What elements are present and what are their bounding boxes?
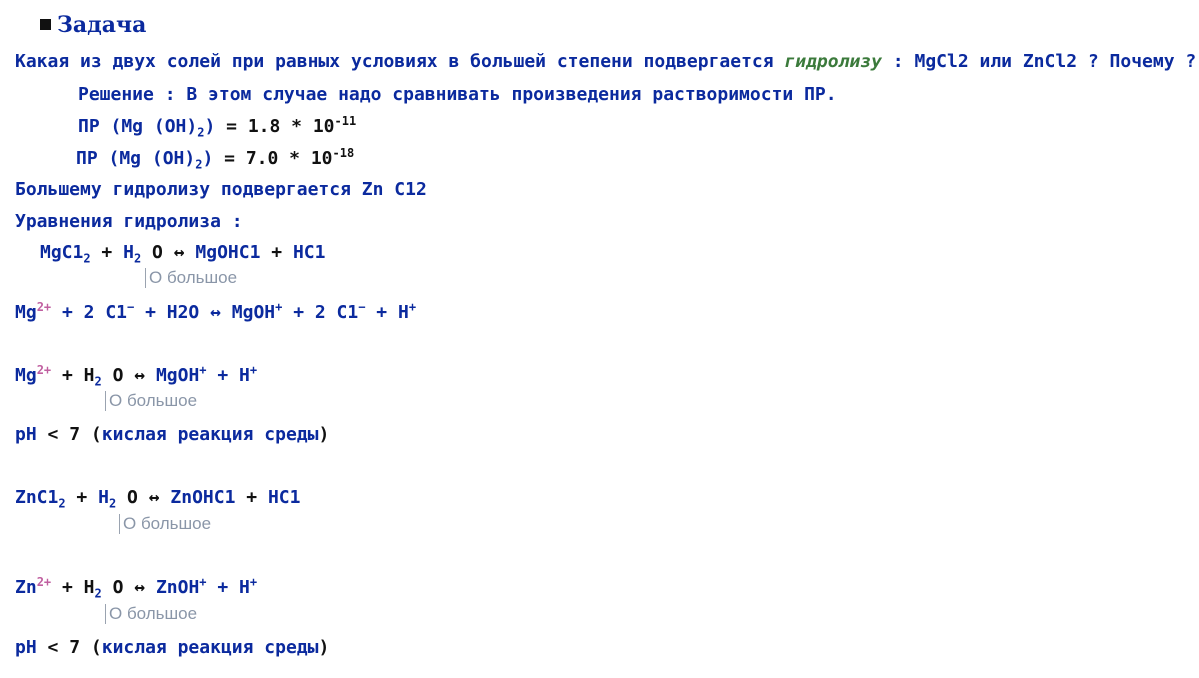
- equation-4: $ZnC1_2 + H_2$ O ↔ ZnOHC1 + HC1: [15, 487, 301, 511]
- equations-heading: Уравнения гидролиза :: [15, 211, 243, 232]
- equation-5: $Zn^{2+} + H_2$ O ↔ ZnOH+ + H+: [15, 575, 258, 601]
- suggestion-note-1[interactable]: O большое: [145, 268, 237, 288]
- solution-line: Решение : В этом случае надо сравнивать произведения растворимости ПР.: [78, 84, 837, 105]
- equation-1: $MgC1_2 + H_2$ O ↔ MgOHC1 + HC1: [40, 242, 326, 266]
- pr-line-2: ПР (Mg $(OH)_2) = 7.0 * 10^{-18}$: [76, 146, 355, 172]
- pr-line-1: ПР (Mg $(OH)_2) = 1.8 * 10^{-11}$: [78, 114, 357, 140]
- suggestion-note-2[interactable]: O большое: [105, 391, 197, 411]
- equation-3: $Mg^{2+} + H_2$ O ↔ MgOH+ + H+: [15, 363, 258, 389]
- section-bullet-icon: [40, 19, 51, 30]
- section-title: Задача: [40, 12, 146, 38]
- ph-line-1: pH < 7 (кислая реакция среды): [15, 424, 330, 445]
- suggestion-note-3[interactable]: O большое: [119, 514, 211, 534]
- equation-2: $Mg^{2+} + 2$ C1− + H2O ↔ MgOH+ + 2 C1− + H+: [15, 300, 417, 323]
- suggestion-note-4[interactable]: O большое: [105, 604, 197, 624]
- question-line: Какая из двух солей при равных условиях в большей степени подвергается гидролизу : MgCl2 или ZnCl2 ? Почему ?: [15, 51, 1197, 72]
- ph-line-2: pH < 7 (кислая реакция среды): [15, 637, 330, 658]
- conclusion-line: Большему гидролизу подвергается Zn C12: [15, 179, 427, 200]
